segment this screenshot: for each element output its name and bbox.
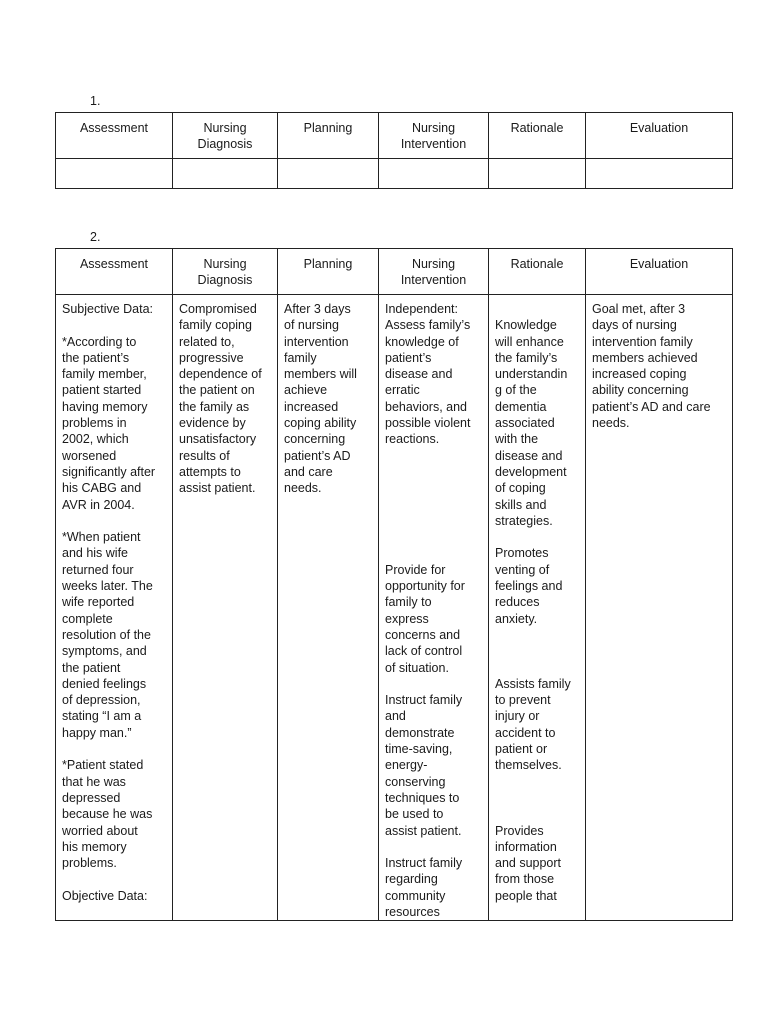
header-cell-evaluation <box>586 113 733 159</box>
table-row <box>56 295 733 921</box>
empty-cell <box>586 159 733 189</box>
empty-cell <box>278 159 379 189</box>
header-nursing-intervention: Nursing Intervention <box>400 257 467 288</box>
header-cell-intervention <box>379 249 489 295</box>
empty-cell <box>173 159 278 189</box>
planning-cell <box>278 295 379 921</box>
assessment-text: Subjective Data: *According to the patient’s family member, patient started having memory problems in 2002, which worsened significantly after his CABG and AVR in 2004. *When patient and his wife returned four weeks later. The wife reported complete resolution of the symptoms, and the patient denied feelings of depression, stating “I am a happy man.” *Patient stated that he was depressed because he was worried about his memory problems. Objective Data: <box>62 302 156 903</box>
header-cell-assessment <box>56 113 173 159</box>
table-row-empty <box>56 159 733 189</box>
evaluation-text: Goal met, after 3 days of nursing intervention family members achieved increased coping ability concerning patient’s AD and care needs. <box>592 302 711 431</box>
care-plan-table-2 <box>55 248 733 921</box>
empty-cell <box>56 159 173 189</box>
planning-text: After 3 days of nursing intervention family members will achieve increased coping ability concerning patient’s AD and care needs. <box>284 302 357 496</box>
header-cell-rationale <box>489 113 586 159</box>
evaluation-cell <box>586 295 733 921</box>
header-planning: Planning <box>303 257 353 271</box>
header-row <box>56 113 733 159</box>
header-cell-diagnosis <box>173 113 278 159</box>
header-row <box>56 249 733 295</box>
header-assessment: Assessment <box>79 257 149 271</box>
header-rationale: Rationale <box>510 121 564 135</box>
header-cell-evaluation <box>586 249 733 295</box>
header-cell-intervention <box>379 113 489 159</box>
header-evaluation: Evaluation <box>629 121 689 135</box>
header-cell-diagnosis <box>173 249 278 295</box>
diagnosis-cell <box>173 295 278 921</box>
list-number-1: 1. <box>90 94 101 108</box>
header-cell-planning <box>278 249 379 295</box>
header-nursing-diagnosis: Nursing Diagnosis <box>197 121 253 152</box>
empty-cell <box>379 159 489 189</box>
header-nursing-intervention: Nursing Intervention <box>400 121 467 152</box>
header-evaluation: Evaluation <box>629 257 689 271</box>
rationale-cell <box>489 295 586 921</box>
header-nursing-diagnosis: Nursing Diagnosis <box>197 257 253 288</box>
intervention-cell <box>379 295 489 921</box>
header-planning: Planning <box>303 121 353 135</box>
header-rationale: Rationale <box>510 257 564 271</box>
rationale-text: Knowledge will enhance the family’s understandin g of the dementia associated with the disease and development of coping skills and strategies. Promotes venting of feelings and reduces anxiety. Assists family to prevent injury or accident to patient or themselves. Provides information and support from those people that <box>495 318 571 903</box>
intervention-text: Independent: Assess family’s knowledge of patient’s disease and erratic behaviors, and possible violent reactions. Provide for opportunity for family to express concerns and lack of control of situation. Instruct family and demonstrate time-saving, energy- conserving techniques to be used to assist patient. Instruct family regarding community resources <box>385 302 471 919</box>
header-cell-planning <box>278 113 379 159</box>
list-number-2: 2. <box>90 230 101 244</box>
header-assessment: Assessment <box>79 121 149 135</box>
assessment-cell <box>56 295 173 921</box>
empty-cell <box>489 159 586 189</box>
care-plan-table-1 <box>55 112 733 189</box>
diagnosis-text: Compromised family coping related to, progressive dependence of the patient on the family as evidence by unsatisfactory results of attempts to assist patient. <box>179 302 262 496</box>
header-cell-assessment <box>56 249 173 295</box>
header-cell-rationale <box>489 249 586 295</box>
